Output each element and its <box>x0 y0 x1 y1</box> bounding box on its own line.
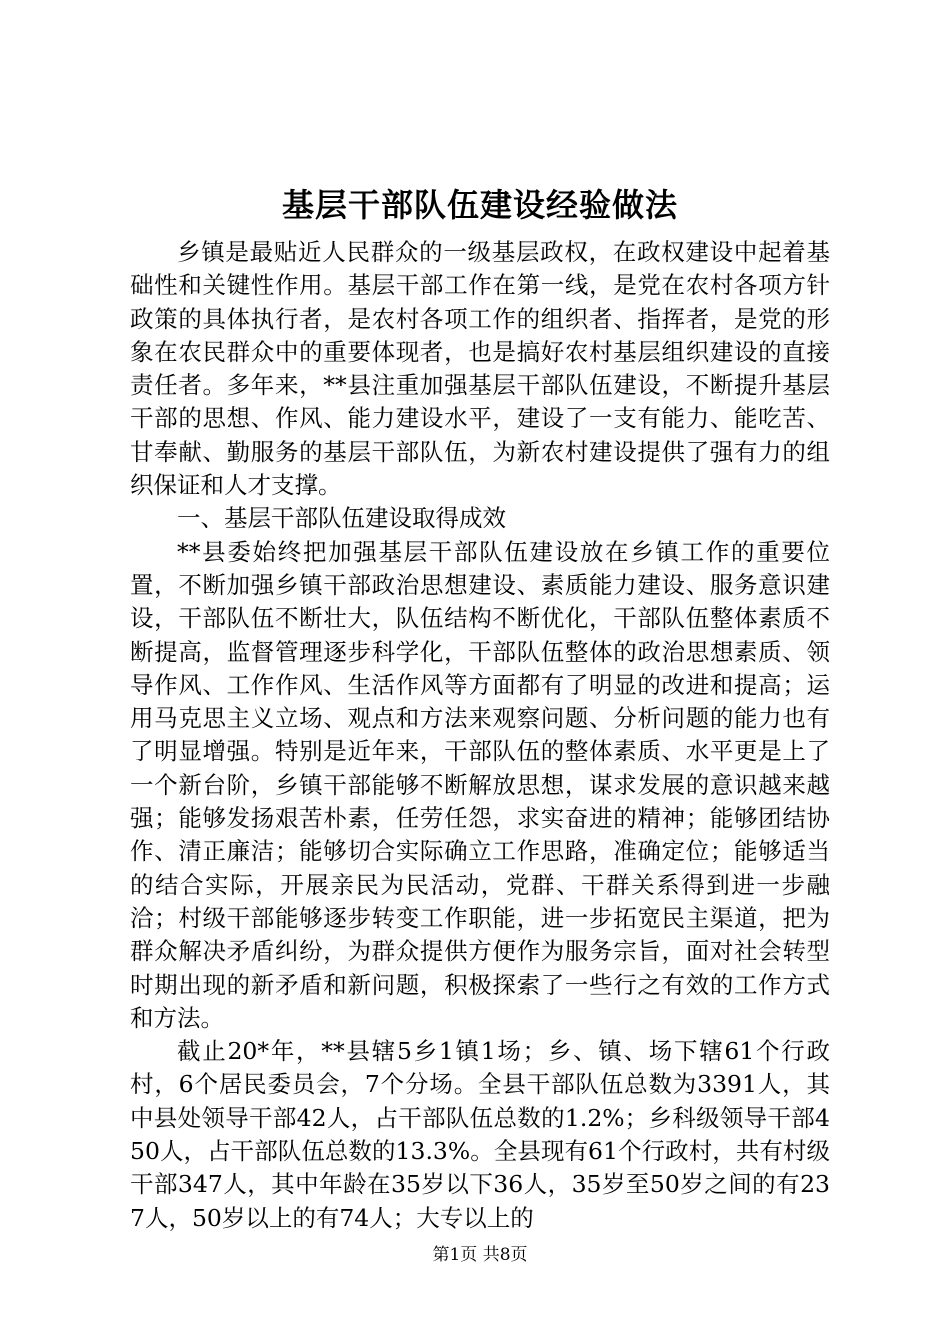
document-body <box>130 236 830 1235</box>
paragraph-statistics: 截止20*年，**县辖5乡1镇1场；乡、镇、场下辖61个行政村，6个居民委员会，7个分场。全县干部队伍总数为3391人，其中县处领导干部42人，占干部队伍总数的1.2%；乡科级领导干部450人，占干部队伍总数的13.3%。全县现有61个行政村，共有村级干部347人，其中年龄在35岁以下36人，35岁至50岁之间的有237人，50岁以上的有74人；大专以上的 <box>130 1037 830 1232</box>
page-footer: 第1页 共8页 <box>432 1245 528 1265</box>
document-page <box>130 0 830 1344</box>
paragraph-intro: 乡镇是最贴近人民群众的一级基层政权，在政权建设中起着基础性和关键性作用。基层干部工作在第一线，是党在农村各项方针政策的具体执行者，是农村各项工作的组织者、指挥者，是党的形象在农民群众中的重要体现者，也是搞好农村基层组织建设的直接责任者。多年来，**县注重加强基层干部队伍建设，不断提升基层干部的思想、作风、能力建设水平，建设了一支有能力、能吃苦、甘奉献、勤服务的基层干部队伍，为新农村建设提供了强有力的组织保证和人才支撑。 <box>130 238 830 500</box>
section-heading-1: 一、基层干部队伍建设取得成效 <box>177 504 506 533</box>
document-title: 基层干部队伍建设经验做法 <box>281 186 678 224</box>
paragraph-achievements: **县委始终把加强基层干部队伍建设放在乡镇工作的重要位置，不断加强乡镇干部政治思想建设、素质能力建设、服务意识建设，干部队伍不断壮大，队伍结构不断优化，干部队伍整体素质不断提高，监督管理逐步科学化，干部队伍整体的政治思想素质、领导作风、工作作风、生活作风等方面都有了明显的改进和提高；运用马克思主义立场、观点和方法来观察问题、分析问题的能力也有了明显增强。特别是近年来，干部队伍的整体素质、水平更是上了一个新台阶，乡镇干部能够不断解放思想，谋求发展的意识越来越强；能够发扬艰苦朴素，任劳任怨，求实奋进的精神；能够团结协作、清正廉洁；能够切合实际确立工作思路，准确定位；能够适当的结合实际，开展亲民为民活动，党群、干群关系得到进一步融洽；村级干部能够逐步转变工作职能，进一步拓宽民主渠道，把为群众解决矛盾纠纷，为群众提供方便作为服务宗旨，面对社会转型时期出现的新矛盾和新问题，积极探索了一些行之有效的工作方式和方法。 <box>130 537 830 1032</box>
